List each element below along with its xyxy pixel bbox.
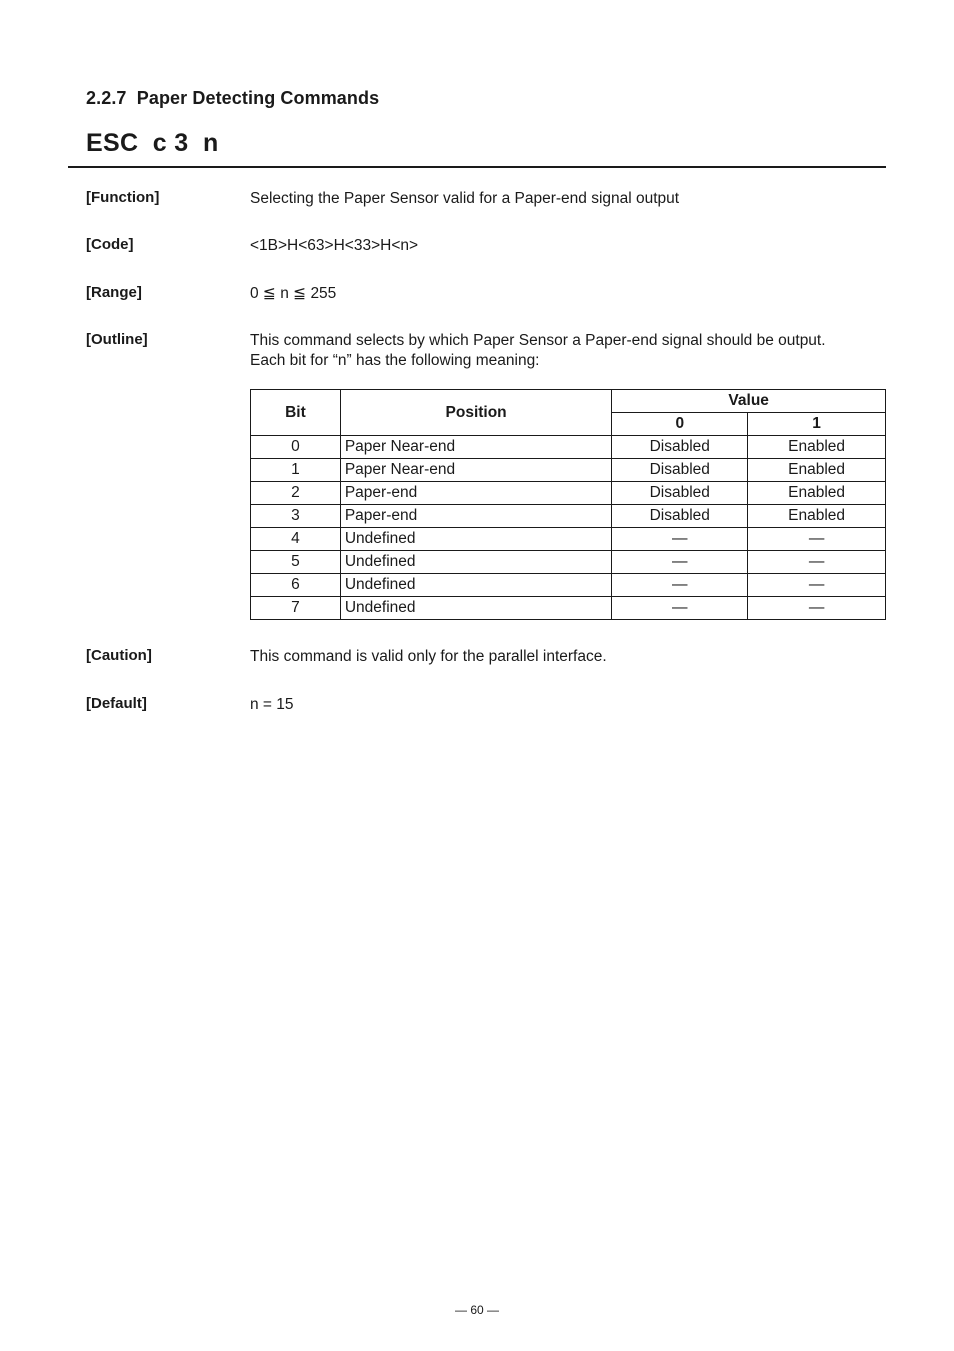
position-cell: Paper-end [340,505,612,528]
table-row [251,482,886,505]
table-row [251,528,886,551]
bit-cell: 1 [251,459,341,482]
function-label: [Function] [86,189,160,206]
code-value: <1B>H<63>H<33>H<n> [250,237,419,254]
outline-text [250,331,890,371]
title-rule [68,166,886,168]
outline-label: [Outline] [86,331,148,348]
position-cell: Paper Near-end [340,436,612,459]
bit-cell: 5 [251,551,341,574]
outline-line-2: Each bit for “n” has the following meaning: [250,352,540,369]
value-header: Value [612,390,886,413]
bit-cell: 6 [251,574,341,597]
bit-table [250,389,886,620]
position-cell: Undefined [340,597,612,620]
value-1-cell: Enabled [748,505,886,528]
position-cell: Undefined [340,574,612,597]
table-row [251,551,886,574]
position-cell: Paper Near-end [340,459,612,482]
value-1-cell: Enabled [748,482,886,505]
value-1-header: 1 [748,413,886,436]
position-cell: Paper-end [340,482,612,505]
table-row [251,459,886,482]
value-0-header: 0 [612,413,748,436]
page-number: — 60 — [454,1303,499,1317]
table-row [251,597,886,620]
command-title: ESC c 3 n [86,129,219,157]
outline-line-1: This command selects by which Paper Sensor a Paper-end signal should be output. [250,332,826,349]
bit-header: Bit [251,390,341,436]
bit-cell: 3 [251,505,341,528]
value-1-cell: — [748,574,886,597]
range-label: [Range] [86,284,142,301]
caution-label: [Caution] [86,647,152,664]
function-value: Selecting the Paper Sensor valid for a Paper-end signal output [250,190,680,207]
value-0-cell: — [612,597,748,620]
position-cell: Undefined [340,528,612,551]
value-1-cell: — [748,597,886,620]
value-0-cell: Disabled [612,459,748,482]
section-heading [86,88,379,109]
position-header: Position [340,390,612,436]
value-0-cell: — [612,528,748,551]
value-0-cell: — [612,574,748,597]
value-1-cell: Enabled [748,459,886,482]
section-number: 2.2.7 [86,88,127,108]
value-0-cell: Disabled [612,505,748,528]
value-1-cell: — [748,551,886,574]
table-row [251,574,886,597]
section-title: Paper Detecting Commands [136,88,380,108]
bit-cell: 2 [251,482,341,505]
value-1-cell: Enabled [748,436,886,459]
range-value: 0 ≦ n ≦ 255 [250,285,337,302]
caution-value: This command is valid only for the parallel interface. [250,648,607,665]
value-0-cell: Disabled [612,436,748,459]
value-0-cell: Disabled [612,482,748,505]
value-1-cell: — [748,528,886,551]
table-row [251,505,886,528]
code-label: [Code] [86,236,134,253]
bit-cell: 0 [251,436,341,459]
bit-cell: 7 [251,597,341,620]
default-label: [Default] [86,695,147,712]
position-cell: Undefined [340,551,612,574]
bit-cell: 4 [251,528,341,551]
default-value: n = 15 [250,696,294,713]
table-row [251,436,886,459]
value-0-cell: — [612,551,748,574]
